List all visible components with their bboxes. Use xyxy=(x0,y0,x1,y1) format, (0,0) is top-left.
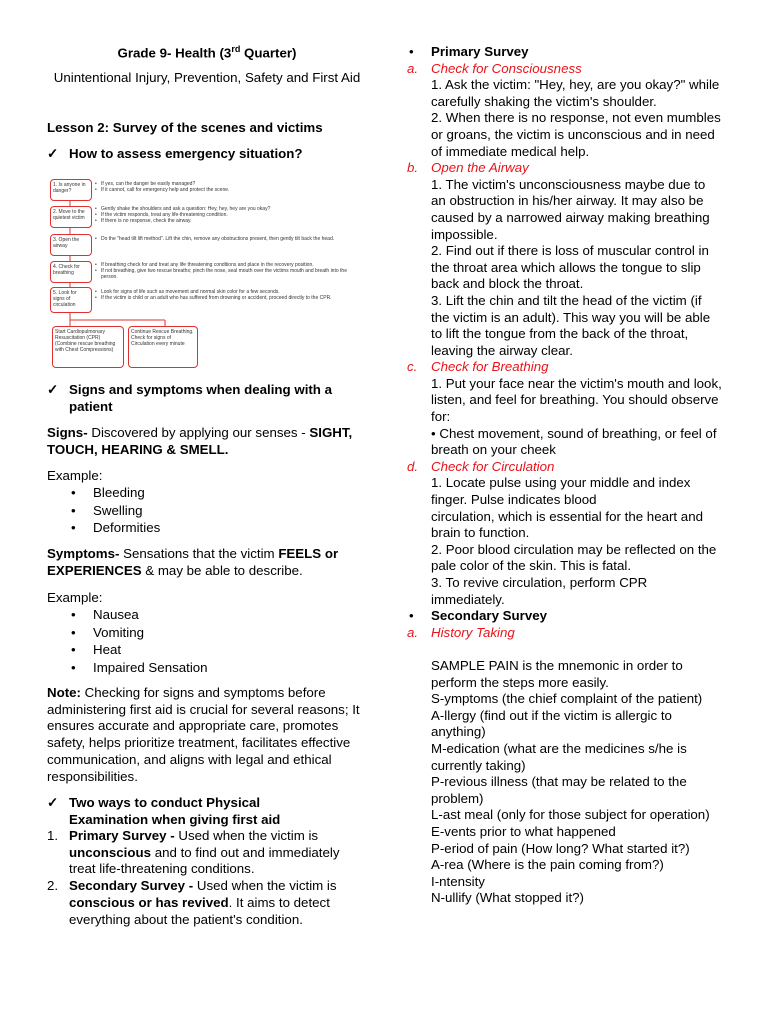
document-title: Grade 9- Health (3rd Quarter) xyxy=(117,44,297,61)
list-item: • Impaired Sensation xyxy=(47,659,347,677)
flow-step-5: 5. Look for signs of circulation xyxy=(50,287,92,313)
flow-step-3: 3. Open the airway xyxy=(50,234,92,256)
list-item: 1. Primary Survey - Used when the victim is unconscious and to find out and immediately treat life-threatening conditions. xyxy=(47,828,340,877)
flow-outcome-cpr: Start Cardiopulmonary Resuscitation (CPR) (Combine rescue breathing with Chest Compressions) xyxy=(52,326,124,368)
flow-step-5-notes: • Look for signs of life such as movement and normal skin color for a few seconds. • If the victim is child or an adult who has suffered from drowning or accident, proceed directly to the CPR. xyxy=(95,289,365,301)
primary-survey-heading: • Primary Survey xyxy=(405,44,723,61)
checkmark-icon: ✓ xyxy=(47,795,59,810)
list-item: 2. Secondary Survey - Used when the victim is conscious or has revived. It aims to detect everything about the patient's condition. xyxy=(47,878,337,927)
list-item: • Heat xyxy=(47,641,347,659)
list-item: A-rea (Where is the pain coming from?) xyxy=(431,857,664,873)
signs-definition: Signs- Discovered by applying our senses - SIGHT, TOUCH, HEARING & SMELL. xyxy=(47,425,353,457)
list-item: • Swelling xyxy=(47,502,347,520)
check-breathing-label: c. Check for Breathing xyxy=(407,359,549,375)
list-item: L-ast meal (only for those subject for operation) xyxy=(431,807,710,823)
assess-heading: ✓ How to assess emergency situation? xyxy=(47,146,303,161)
open-airway-label: b. Open the Airway xyxy=(407,160,529,176)
flow-step-4-notes: • If breathing check for and treat any life threatening conditions and place in the recovery position. • If not breathing, give two rescue breaths; pinch the nose, seal mouth over the victims mouth and breath into the person. xyxy=(95,262,365,280)
lesson-title: Lesson 2: Survey of the scenes and victims xyxy=(47,120,323,135)
sign-examples-list xyxy=(47,484,347,537)
flow-step-2-notes: • Gently shake the shoulders and ask a question: Hey, hey, hey are you okay? • If the victim responds, treat any life-threatening condition. • If there is no response, check the airway. xyxy=(95,206,365,224)
ways-heading: ✓ Two ways to conduct Physical Examination when giving first aid xyxy=(47,795,281,827)
list-item: P-revious illness (that may be related to the problem) xyxy=(431,774,687,806)
check-consciousness-label: a. Check for Consciousness xyxy=(407,60,582,76)
symptoms-definition: Symptoms- Sensations that the victim FEELS or EXPERIENCES & may be able to describe. xyxy=(47,546,339,578)
list-item: • Deformities xyxy=(47,519,347,537)
sample-pain-intro: SAMPLE PAIN is the mnemonic in order to perform the steps more easily. xyxy=(431,657,683,690)
symptoms-example-label: Example: xyxy=(47,590,103,605)
list-item: • Nausea xyxy=(47,606,347,624)
list-item: A-llergy (find out if the victim is allergic to anything) xyxy=(431,707,672,740)
symptom-examples-list xyxy=(47,606,347,676)
secondary-survey-heading: • Secondary Survey xyxy=(405,608,723,625)
history-taking-label: a. History Taking xyxy=(407,624,515,640)
list-item: • Bleeding xyxy=(47,484,347,502)
flow-step-1: 1. Is anyone in danger? xyxy=(50,179,92,201)
document-subtitle: Unintentional Injury, Prevention, Safety and First Aid xyxy=(53,70,361,85)
assessment-flowchart xyxy=(50,176,370,376)
list-item: M-edication (what are the medicines s/he is currently taking) xyxy=(431,740,687,773)
flow-step-1-notes: • If yes, can the danger be easily managed? • If it cannot, call for emergency help and protect the scene. xyxy=(95,181,365,193)
note-paragraph: Note: Checking for signs and symptoms before administering first aid is crucial for several reasons; It ensures accurate and appropriate care, promotes safety, helps prioritize treatment, facilitates effective communication, and aligns with legal and ethical responsibilities. xyxy=(47,685,360,784)
flow-outcome-rescue: Continue Rescue Breathing. Check for signs of Circulation every minute xyxy=(128,326,198,368)
list-item: S-ymptoms (the chief complaint of the patient) xyxy=(431,691,703,707)
flow-step-3-notes: • Do the "head tilt lift method". Lift the chin, remove any obstructions present, then gently tilt back the head. xyxy=(95,236,365,242)
checkmark-icon: ✓ xyxy=(47,146,59,161)
signs-heading: ✓ Signs and symptoms when dealing with a patient xyxy=(47,382,333,414)
flow-step-2: 2. Move to the quietest victim xyxy=(50,206,92,228)
list-item: • Vomiting xyxy=(47,624,347,642)
primary-survey-section: • Primary Survey a. Check for Consciousness 1. Ask the victim: "Hey, hey, are you okay?" while carefully shaking the victim's shoulder. 2. When there is no response, not even mumbles or groans, the victim is unconscious and in need of immediate medical help. b. Open the Airway 1. The victim's unconsciousness maybe due to an obstruction in his/her airway. It may also be caused by a narrowed airway making breathing impossible. 2. Find out if there is loss of muscular control in the throat area which allows the tongue to slip back and block the throat. 3. Lift the chin and tilt the head of the victim (if the victim is an adult). This way you will be able to lift the tongue from the back of the throat, leaving the airway clear. c. Check for Breathing 1. Put your face near the victim's mouth and look, listen, and feel for breathing. You should observe for: • Chest movement, sound of breathing, or feel of breath on your cheek d. Check for Circulation 1. Locate pulse using your middle and index finger. Pulse indicates blood circulation, which is essential for the heart and brain to function. 2. Poor blood circulation may be reflected on the pale color of the skin. This is fatal. 3. To revive circulation, perform CPR immediately. • Secondary Survey a. History Taking SAMPLE PAIN is the mnemonic in order to perform the steps more easily. S-ymptoms (the chief complaint of the patient) A-llergy (find out if the victim is allergic to anything) M-edication (what are the medicines s/he is currently taking) P-revious illness (that may be related to the problem) L-ast meal (only for those subject for operation) E-vents prior to what happened P-eriod of pain (How long? What started it?) A-rea (Where is the pain coming from?) I-ntensity N-ullify (What stopped it?) xyxy=(405,44,723,907)
signs-example-label: Example: xyxy=(47,468,103,483)
checkmark-icon: ✓ xyxy=(47,382,59,397)
ways-list xyxy=(47,828,365,928)
list-item: P-eriod of pain (How long? What started it?) xyxy=(431,840,690,856)
check-circulation-label: d. Check for Circulation xyxy=(407,458,555,474)
flow-step-4: 4. Check for breathing xyxy=(50,261,92,283)
list-item: E-vents prior to what happened xyxy=(431,823,616,839)
list-item: I-ntensity xyxy=(431,873,485,889)
list-item: N-ullify (What stopped it?) xyxy=(431,890,584,906)
